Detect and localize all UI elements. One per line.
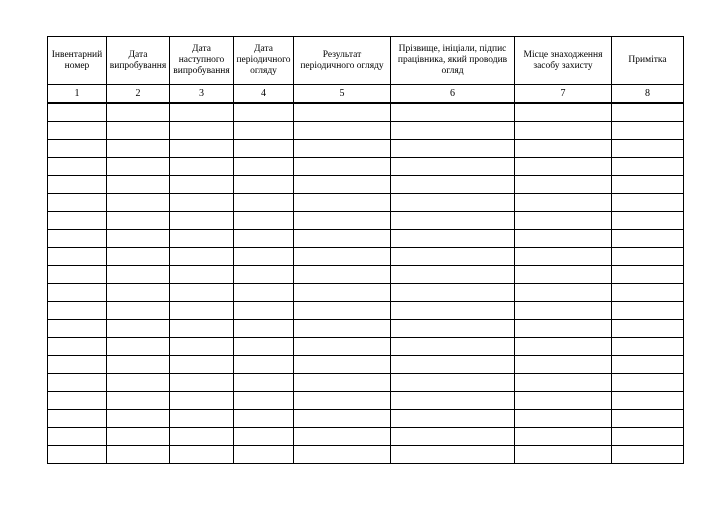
table-cell[interactable] xyxy=(48,374,107,392)
table-cell[interactable] xyxy=(515,212,612,230)
table-row xyxy=(48,284,684,302)
table-cell[interactable] xyxy=(234,103,294,122)
table-cell[interactable] xyxy=(170,103,234,122)
table-cell[interactable] xyxy=(612,212,684,230)
table-cell[interactable] xyxy=(107,320,170,338)
table-cell[interactable] xyxy=(234,320,294,338)
table-cell[interactable] xyxy=(515,338,612,356)
table-cell[interactable] xyxy=(515,122,612,140)
table-cell[interactable] xyxy=(234,374,294,392)
table-cell[interactable] xyxy=(294,284,391,302)
table-row xyxy=(48,320,684,338)
table-cell[interactable] xyxy=(294,140,391,158)
table-row xyxy=(48,428,684,446)
table-cell[interactable] xyxy=(612,122,684,140)
column-number: 6 xyxy=(391,85,515,104)
table-cell[interactable] xyxy=(612,320,684,338)
table-cell[interactable] xyxy=(107,248,170,266)
table-cell[interactable] xyxy=(48,356,107,374)
header-periodic-inspection-date: Дата періодичного огляду xyxy=(234,37,294,85)
table-cell[interactable] xyxy=(234,176,294,194)
table-row xyxy=(48,410,684,428)
table-cell[interactable] xyxy=(515,284,612,302)
table-cell[interactable] xyxy=(391,338,515,356)
table-cell[interactable] xyxy=(48,338,107,356)
table-cell[interactable] xyxy=(391,410,515,428)
table-cell[interactable] xyxy=(107,392,170,410)
table-cell[interactable] xyxy=(294,266,391,284)
table-cell[interactable] xyxy=(170,302,234,320)
inspection-log-table xyxy=(47,36,684,464)
table-cell[interactable] xyxy=(48,392,107,410)
table-cell[interactable] xyxy=(48,230,107,248)
column-number: 8 xyxy=(612,85,684,104)
table-row xyxy=(48,212,684,230)
table-cell[interactable] xyxy=(107,140,170,158)
table-cell[interactable] xyxy=(234,230,294,248)
header-inspection-result: Результат періодичного огляду xyxy=(294,37,391,85)
table-cell[interactable] xyxy=(391,428,515,446)
table-cell[interactable] xyxy=(107,356,170,374)
table-cell[interactable] xyxy=(612,194,684,212)
table-cell[interactable] xyxy=(170,428,234,446)
column-number-row xyxy=(48,85,684,104)
table-cell[interactable] xyxy=(391,176,515,194)
table-cell[interactable] xyxy=(170,248,234,266)
table-row xyxy=(48,356,684,374)
table-cell[interactable] xyxy=(294,122,391,140)
table-cell[interactable] xyxy=(515,392,612,410)
table-cell[interactable] xyxy=(391,320,515,338)
table-cell[interactable] xyxy=(170,212,234,230)
table-cell[interactable] xyxy=(234,410,294,428)
table-cell[interactable] xyxy=(294,356,391,374)
table-cell[interactable] xyxy=(170,356,234,374)
table-cell[interactable] xyxy=(391,212,515,230)
table-cell[interactable] xyxy=(612,230,684,248)
table-row xyxy=(48,122,684,140)
table-cell[interactable] xyxy=(294,320,391,338)
table-cell[interactable] xyxy=(612,176,684,194)
table-cell[interactable] xyxy=(48,103,107,122)
table-cell[interactable] xyxy=(48,176,107,194)
table-cell[interactable] xyxy=(107,122,170,140)
table-cell[interactable] xyxy=(612,356,684,374)
table-cell[interactable] xyxy=(234,266,294,284)
table-row xyxy=(48,266,684,284)
table-cell[interactable] xyxy=(170,446,234,464)
table-cell[interactable] xyxy=(234,212,294,230)
table-row xyxy=(48,338,684,356)
table-cell[interactable] xyxy=(391,284,515,302)
table-cell[interactable] xyxy=(294,410,391,428)
table-cell[interactable] xyxy=(48,248,107,266)
column-number: 7 xyxy=(515,85,612,104)
table-cell[interactable] xyxy=(107,176,170,194)
table-cell[interactable] xyxy=(170,266,234,284)
table-row xyxy=(48,103,684,122)
table-cell[interactable] xyxy=(515,248,612,266)
table-cell[interactable] xyxy=(234,446,294,464)
table-cell[interactable] xyxy=(294,374,391,392)
table-cell[interactable] xyxy=(391,266,515,284)
table-cell[interactable] xyxy=(48,284,107,302)
table-cell[interactable] xyxy=(294,428,391,446)
table-cell[interactable] xyxy=(170,122,234,140)
table-cell[interactable] xyxy=(391,374,515,392)
table-body xyxy=(48,103,684,464)
column-number: 1 xyxy=(48,85,107,104)
table-cell[interactable] xyxy=(170,374,234,392)
table-cell[interactable] xyxy=(170,284,234,302)
table-row xyxy=(48,248,684,266)
table-cell[interactable] xyxy=(391,356,515,374)
table-cell[interactable] xyxy=(170,158,234,176)
header-test-date: Дата випробування xyxy=(107,37,170,85)
column-header-row xyxy=(48,37,684,85)
table-cell[interactable] xyxy=(48,140,107,158)
table-cell[interactable] xyxy=(391,248,515,266)
table-cell[interactable] xyxy=(612,248,684,266)
column-number: 5 xyxy=(294,85,391,104)
table-cell[interactable] xyxy=(107,266,170,284)
table-cell[interactable] xyxy=(234,338,294,356)
table-cell[interactable] xyxy=(234,194,294,212)
header-inspector-name-signature: Прізвище, ініціали, підпис працівника, який проводив огляд xyxy=(391,37,515,85)
table-cell[interactable] xyxy=(391,302,515,320)
table-cell[interactable] xyxy=(170,338,234,356)
table-cell[interactable] xyxy=(234,392,294,410)
table-cell[interactable] xyxy=(107,446,170,464)
table-cell[interactable] xyxy=(107,284,170,302)
table-cell[interactable] xyxy=(234,140,294,158)
table-cell[interactable] xyxy=(48,428,107,446)
table-cell[interactable] xyxy=(170,320,234,338)
table-cell[interactable] xyxy=(515,302,612,320)
table-row xyxy=(48,230,684,248)
table-cell[interactable] xyxy=(294,338,391,356)
table-cell[interactable] xyxy=(48,266,107,284)
table-cell[interactable] xyxy=(48,320,107,338)
table-row xyxy=(48,140,684,158)
table-cell[interactable] xyxy=(107,374,170,392)
table-cell[interactable] xyxy=(234,356,294,374)
table-cell[interactable] xyxy=(294,194,391,212)
table-cell[interactable] xyxy=(612,374,684,392)
table-row xyxy=(48,302,684,320)
header-note: Примітка xyxy=(612,37,684,85)
table-cell[interactable] xyxy=(234,248,294,266)
table-cell[interactable] xyxy=(170,410,234,428)
table-cell[interactable] xyxy=(515,428,612,446)
header-inventory-number: Інвентарний номер xyxy=(48,37,107,85)
table-cell[interactable] xyxy=(612,446,684,464)
table-cell[interactable] xyxy=(391,158,515,176)
table-cell[interactable] xyxy=(391,230,515,248)
table-cell[interactable] xyxy=(234,428,294,446)
table-cell[interactable] xyxy=(391,446,515,464)
table-cell[interactable] xyxy=(515,266,612,284)
table-cell[interactable] xyxy=(294,248,391,266)
table-row xyxy=(48,392,684,410)
header-equipment-location: Місце знаходження засобу захисту xyxy=(515,37,612,85)
table-cell[interactable] xyxy=(107,158,170,176)
table-cell[interactable] xyxy=(107,194,170,212)
table-cell[interactable] xyxy=(612,266,684,284)
table-cell[interactable] xyxy=(107,302,170,320)
table-cell[interactable] xyxy=(391,392,515,410)
column-number: 4 xyxy=(234,85,294,104)
table-row xyxy=(48,158,684,176)
table-cell[interactable] xyxy=(234,284,294,302)
header-next-test-date: Дата наступного випробування xyxy=(170,37,234,85)
table-cell[interactable] xyxy=(515,103,612,122)
table-cell[interactable] xyxy=(612,140,684,158)
table-cell[interactable] xyxy=(612,428,684,446)
table-cell[interactable] xyxy=(294,103,391,122)
table-cell[interactable] xyxy=(48,212,107,230)
table-cell[interactable] xyxy=(612,338,684,356)
table-cell[interactable] xyxy=(515,374,612,392)
table-cell[interactable] xyxy=(515,158,612,176)
table-cell[interactable] xyxy=(612,392,684,410)
table-cell[interactable] xyxy=(612,302,684,320)
table-cell[interactable] xyxy=(170,176,234,194)
column-number: 2 xyxy=(107,85,170,104)
table-cell[interactable] xyxy=(48,122,107,140)
table-cell[interactable] xyxy=(515,320,612,338)
table-cell[interactable] xyxy=(294,302,391,320)
table-cell[interactable] xyxy=(48,446,107,464)
table-cell[interactable] xyxy=(170,140,234,158)
table-cell[interactable] xyxy=(234,302,294,320)
table-cell[interactable] xyxy=(170,392,234,410)
table-cell[interactable] xyxy=(515,356,612,374)
table-cell[interactable] xyxy=(612,284,684,302)
table-cell[interactable] xyxy=(515,230,612,248)
table-cell[interactable] xyxy=(294,446,391,464)
table-cell[interactable] xyxy=(170,230,234,248)
table-cell[interactable] xyxy=(515,140,612,158)
table-row xyxy=(48,446,684,464)
table-cell[interactable] xyxy=(107,103,170,122)
table-cell[interactable] xyxy=(48,302,107,320)
table-cell[interactable] xyxy=(391,194,515,212)
table-cell[interactable] xyxy=(107,338,170,356)
table-cell[interactable] xyxy=(170,194,234,212)
table-row xyxy=(48,176,684,194)
table-cell[interactable] xyxy=(294,230,391,248)
table-cell[interactable] xyxy=(515,194,612,212)
table-cell[interactable] xyxy=(48,158,107,176)
table-cell[interactable] xyxy=(234,122,294,140)
table-cell[interactable] xyxy=(234,158,294,176)
table-cell[interactable] xyxy=(48,194,107,212)
table-cell[interactable] xyxy=(294,158,391,176)
table-cell[interactable] xyxy=(107,410,170,428)
table-cell[interactable] xyxy=(391,103,515,122)
table-cell[interactable] xyxy=(612,410,684,428)
table-cell[interactable] xyxy=(107,428,170,446)
table-row xyxy=(48,194,684,212)
table-cell[interactable] xyxy=(612,158,684,176)
table-cell[interactable] xyxy=(107,212,170,230)
table-cell[interactable] xyxy=(391,122,515,140)
table-cell[interactable] xyxy=(48,410,107,428)
table-cell[interactable] xyxy=(515,410,612,428)
table-cell[interactable] xyxy=(515,176,612,194)
table-cell[interactable] xyxy=(391,140,515,158)
table-cell[interactable] xyxy=(612,103,684,122)
table-cell[interactable] xyxy=(294,212,391,230)
table-cell[interactable] xyxy=(107,230,170,248)
table-cell[interactable] xyxy=(294,392,391,410)
table-cell[interactable] xyxy=(294,176,391,194)
table-row xyxy=(48,374,684,392)
column-number: 3 xyxy=(170,85,234,104)
table-cell[interactable] xyxy=(515,446,612,464)
